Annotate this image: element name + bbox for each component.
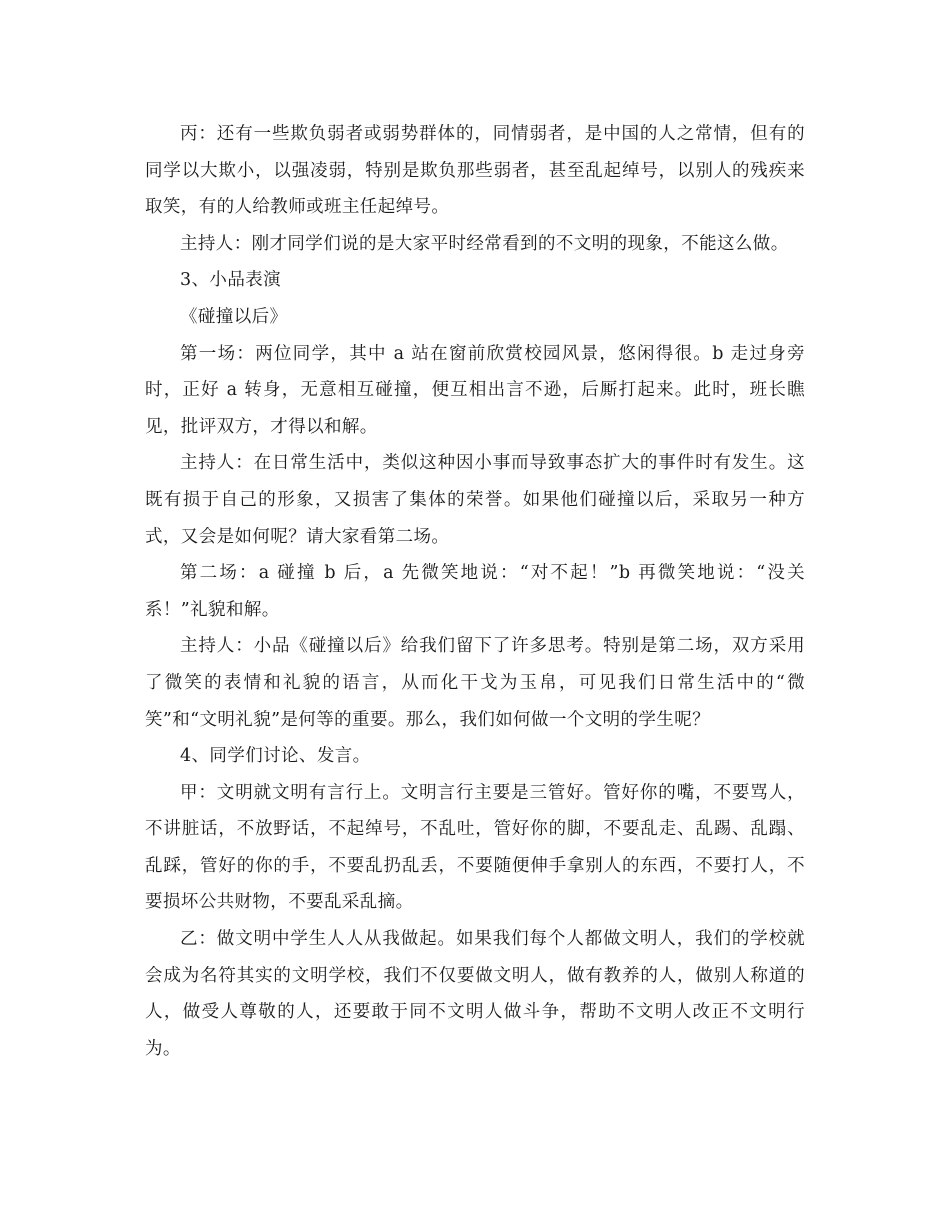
paragraph-host-3: 主持人：小品《碰撞以后》给我们留下了许多思考。特别是第二场，双方采用了微笑的表情和礼貌的语言，从而化干戈为玉帛，可见我们日常生活中的“微笑”和“文明礼貌”是何等的重要。那么，我们如何做一个文明的学生呢？ [145,636,805,730]
paragraph-jia: 甲：文明就文明有言行上。文明言行主要是三管好。管好你的嘴，不要骂人，不讲脏话，不放野话，不起绰号，不乱吐，管好你的脚，不要乱走、乱踢、乱蹋、乱踩，管好的你的手，不要乱扔乱丢，不要随便伸手拿别人的东西，不要打人，不要损坏公共财物，不要乱采乱摘。 [145,782,805,913]
section-heading-discussion: 4、同学们讨论、发言。 [180,746,371,767]
document-body [145,116,805,1067]
paragraph-host-2: 主持人：在日常生活中，类似这种因小事而导致事态扩大的事件时有发生。这既有损于自己的形象，又损害了集体的荣誉。如果他们碰撞以后，采取另一种方式，又会是如何呢？请大家看第二场。 [145,453,805,547]
skit-title: 《碰撞以后》 [180,306,288,327]
paragraph-scene-1: 第一场：两位同学，其中 a 站在窗前欣赏校园风景，悠闲得很。b 走过身旁时，正好 a 转身，无意相互碰撞，便互相出言不逊，后厮打起来。此时，班长瞧见，批评双方，才得以和解。 [145,343,805,437]
paragraph-bing: 丙：还有一些欺负弱者或弱势群体的，同情弱者，是中国的人之常情，但有的同学以大欺小，以强凌弱，特别是欺负那些弱者，甚至乱起绰号，以别人的残疾来取笑，有的人给教师或班主任起绰号。 [145,124,805,218]
paragraph-scene-2: 第二场：a 碰撞 b 后，a 先微笑地说：“对不起！”b 再微笑地说：“没关系！”礼貌和解。 [145,563,805,620]
paragraph-host-1: 主持人：刚才同学们说的是大家平时经常看到的不文明的现象，不能这么做。 [180,233,789,254]
paragraph-yi: 乙：做文明中学生人人从我做起。如果我们每个人都做文明人，我们的学校就会成为名符其实的文明学校，我们不仅要做文明人，做有教养的人，做别人称道的人，做受人尊敬的人，还要敢于同不文明人做斗争，帮助不文明人改正不文明行为。 [145,929,805,1059]
section-heading-skit: 3、小品表演 [180,270,282,291]
